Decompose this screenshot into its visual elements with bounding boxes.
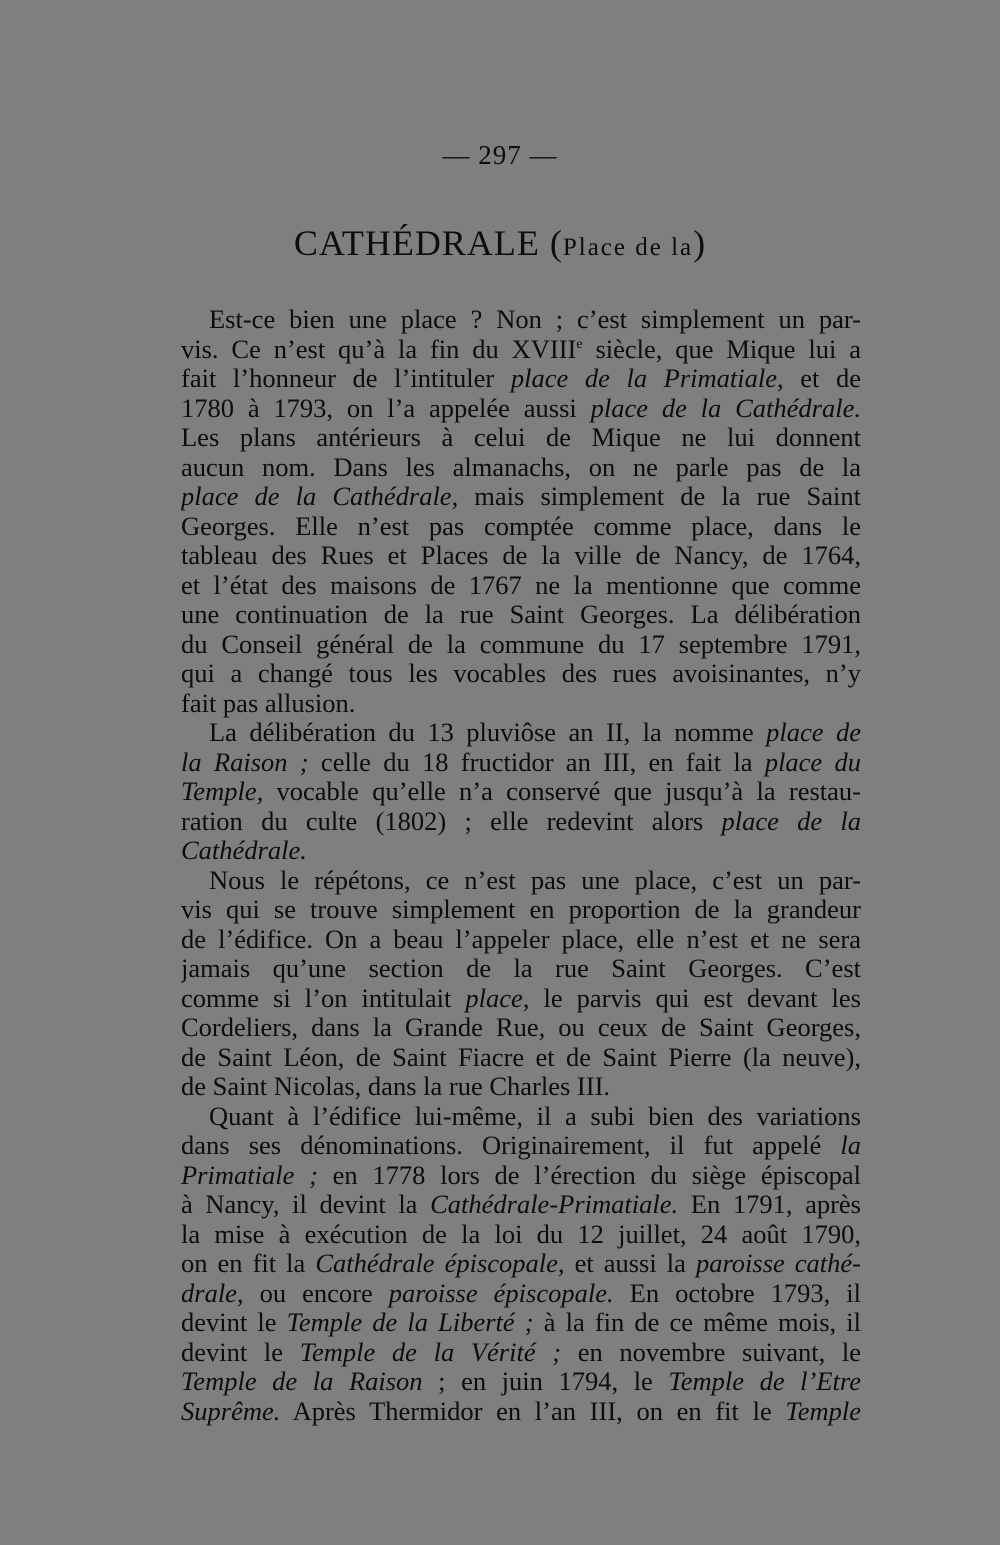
page-number: — 297 — [442, 140, 558, 170]
text-line [181, 1220, 861, 1250]
text-segment: devint le [181, 1308, 287, 1337]
text-segment: du Conseil général de la commune du 17 septembre 1791, [181, 629, 861, 659]
italic-text: Temple de la Vérité ; [299, 1337, 562, 1367]
text-segment: fait l’honneur de l’intituler [181, 364, 511, 393]
text-line [181, 954, 861, 984]
italic-text: la Raison ; [181, 747, 309, 777]
italic-text: place de la Cathédrale, [181, 482, 459, 511]
text-line [181, 630, 861, 660]
text-line [181, 305, 861, 335]
italic-text: Temple [785, 1396, 861, 1426]
text-segment: vis qui se trouve simplement en proportion de la grandeur [181, 895, 861, 924]
text-segment: En 1791, après [678, 1190, 861, 1219]
text-segment: Les plans antérieurs à celui de Mique ne lui donnent [181, 423, 861, 452]
italic-text: drale, [181, 1278, 244, 1308]
text-segment: en 1778 lors de l’érection du siège épiscopal [317, 1160, 861, 1190]
text-line [181, 1397, 861, 1427]
text-line [181, 925, 861, 955]
text-segment: une continuation de la rue Saint Georges. La délibération [181, 600, 861, 629]
italic-text: paroisse épiscopale. [388, 1278, 614, 1308]
text-line [181, 748, 861, 778]
text-segment: la mise à exécution de la loi du 12 juillet, 24 août 1790, [181, 1219, 861, 1249]
text-line [181, 1308, 861, 1338]
title-main: CATHÉDRALE ( [293, 223, 563, 263]
text-segment: comme si l’on intitulait [181, 983, 466, 1013]
text-line [181, 1338, 861, 1368]
text-segment: devint le [181, 1337, 300, 1367]
italic-text: Cathédrale-Primatiale. [430, 1190, 679, 1219]
text-line [181, 836, 861, 866]
italic-text: la [840, 1131, 861, 1160]
text-segment: La délibération du 13 pluviôse an II, la nomme [209, 718, 767, 747]
text-line [181, 364, 861, 394]
text-line [181, 1013, 861, 1043]
italic-text: place, [465, 983, 530, 1013]
text-segment: vocable qu’elle n’a conservé que jusqu’à la restau- [263, 777, 861, 806]
italic-text: Temple de l’Etre [668, 1367, 861, 1396]
text-line [181, 1367, 861, 1397]
text-segment: Cordeliers, dans la Grande Rue, ou ceux de Saint Georges, [181, 1013, 861, 1042]
italic-text: Cathédrale. [181, 836, 307, 865]
text-line [181, 1072, 861, 1102]
text-segment: on en fit la [181, 1249, 316, 1278]
text-segment: Après Thermidor en l’an III, on en fit le [280, 1396, 786, 1426]
text-line [181, 689, 861, 719]
text-segment: mais simplement de la rue Saint [458, 482, 861, 511]
superscript: e [576, 336, 583, 352]
italic-text: place de la Cathédrale. [590, 393, 861, 423]
text-segment: fait pas allusion. [181, 688, 356, 718]
text-line [181, 895, 861, 925]
title-end: ) [693, 223, 707, 263]
page-title [0, 222, 1000, 264]
italic-text: Temple de la Liberté ; [286, 1308, 534, 1337]
text-line [181, 394, 861, 424]
text-segment: dans ses dénominations. Originairement, il fut appelé [181, 1131, 841, 1160]
italic-text: place de la Primatiale [510, 364, 778, 393]
text-line [181, 984, 861, 1014]
text-segment: à la fin de ce même mois, il [533, 1308, 861, 1337]
italic-text: Temple, [181, 777, 264, 806]
text-line [181, 541, 861, 571]
text-segment: ou encore [243, 1278, 389, 1308]
text-segment: Quant à l’édifice lui-même, il a subi bien des variations [209, 1101, 861, 1131]
text-line [181, 482, 861, 512]
text-segment: et aussi la [564, 1249, 696, 1278]
text-segment: jamais qu’une section de la rue Saint Georges. C’est [181, 954, 861, 983]
text-line [181, 335, 861, 365]
text-line [181, 453, 861, 483]
text-segment: celle du 18 fructidor an III, en fait la [308, 747, 765, 777]
italic-text: place du [764, 747, 861, 777]
text-segment: en novembre suivant, le [561, 1337, 861, 1367]
text-line [181, 1131, 861, 1161]
italic-text: Temple de la Raison [181, 1367, 423, 1396]
text-segment: ration du culte (1802) ; elle redevint alors [181, 806, 722, 836]
body-text [181, 305, 861, 1426]
text-line [181, 1161, 861, 1191]
text-segment: de Saint Léon, de Saint Fiacre et de Saint Pierre (la neuve), [181, 1042, 861, 1072]
text-segment: siècle, que Mique lui a [582, 334, 861, 364]
text-segment: Est-ce bien une place ? Non ; c’est simplement un par- [209, 305, 861, 334]
text-line [181, 423, 861, 453]
text-segment: Nous le répétons, ce n’est pas une place, c’est un par- [209, 865, 861, 895]
italic-text: Primatiale ; [181, 1160, 318, 1190]
text-segment: qui a changé tous les vocables des rues avoisinantes, n’y [181, 659, 861, 688]
italic-text: paroisse cathé- [695, 1249, 861, 1278]
text-segment: ; en juin 1794, le [422, 1367, 669, 1396]
text-segment: aucun nom. Dans les almanachs, on ne parle pas de la [181, 452, 861, 482]
italic-text: Suprême. [181, 1396, 281, 1426]
text-segment: le parvis qui est devant les [529, 983, 861, 1013]
text-line [181, 600, 861, 630]
text-line [181, 512, 861, 542]
text-line [181, 1249, 861, 1279]
text-line [181, 866, 861, 896]
text-line [181, 1279, 861, 1309]
text-segment: vis. Ce n’est qu’à la fin du XVIII [181, 334, 577, 364]
italic-text: place de la [721, 806, 861, 836]
text-line [181, 1102, 861, 1132]
text-segment: En octobre 1793, il [613, 1278, 861, 1308]
italic-text: Cathédrale épiscopale, [315, 1249, 565, 1278]
text-line [181, 1043, 861, 1073]
text-line [181, 1190, 861, 1220]
text-segment: 1780 à 1793, on l’a appelée aussi [181, 393, 591, 423]
text-line [181, 777, 861, 807]
text-line [181, 659, 861, 689]
text-line [181, 718, 861, 748]
text-segment: de Saint Nicolas, dans la rue Charles III. [181, 1072, 611, 1101]
text-line [181, 571, 861, 601]
text-segment: , et de [777, 364, 861, 393]
text-segment: et l’état des maisons de 1767 ne la mentionne que comme [181, 570, 861, 600]
title-small-caps: Place de la [562, 234, 694, 261]
italic-text: place de [766, 718, 861, 747]
text-segment: à Nancy, il devint la [181, 1190, 431, 1219]
text-segment: de l’édifice. On a beau l’appeler place, elle n’est et ne sera [181, 924, 861, 954]
text-segment: Georges. Elle n’est pas comptée comme place, dans le [181, 511, 861, 541]
text-segment: tableau des Rues et Places de la ville de Nancy, de 1764, [181, 541, 861, 570]
text-line [181, 807, 861, 837]
